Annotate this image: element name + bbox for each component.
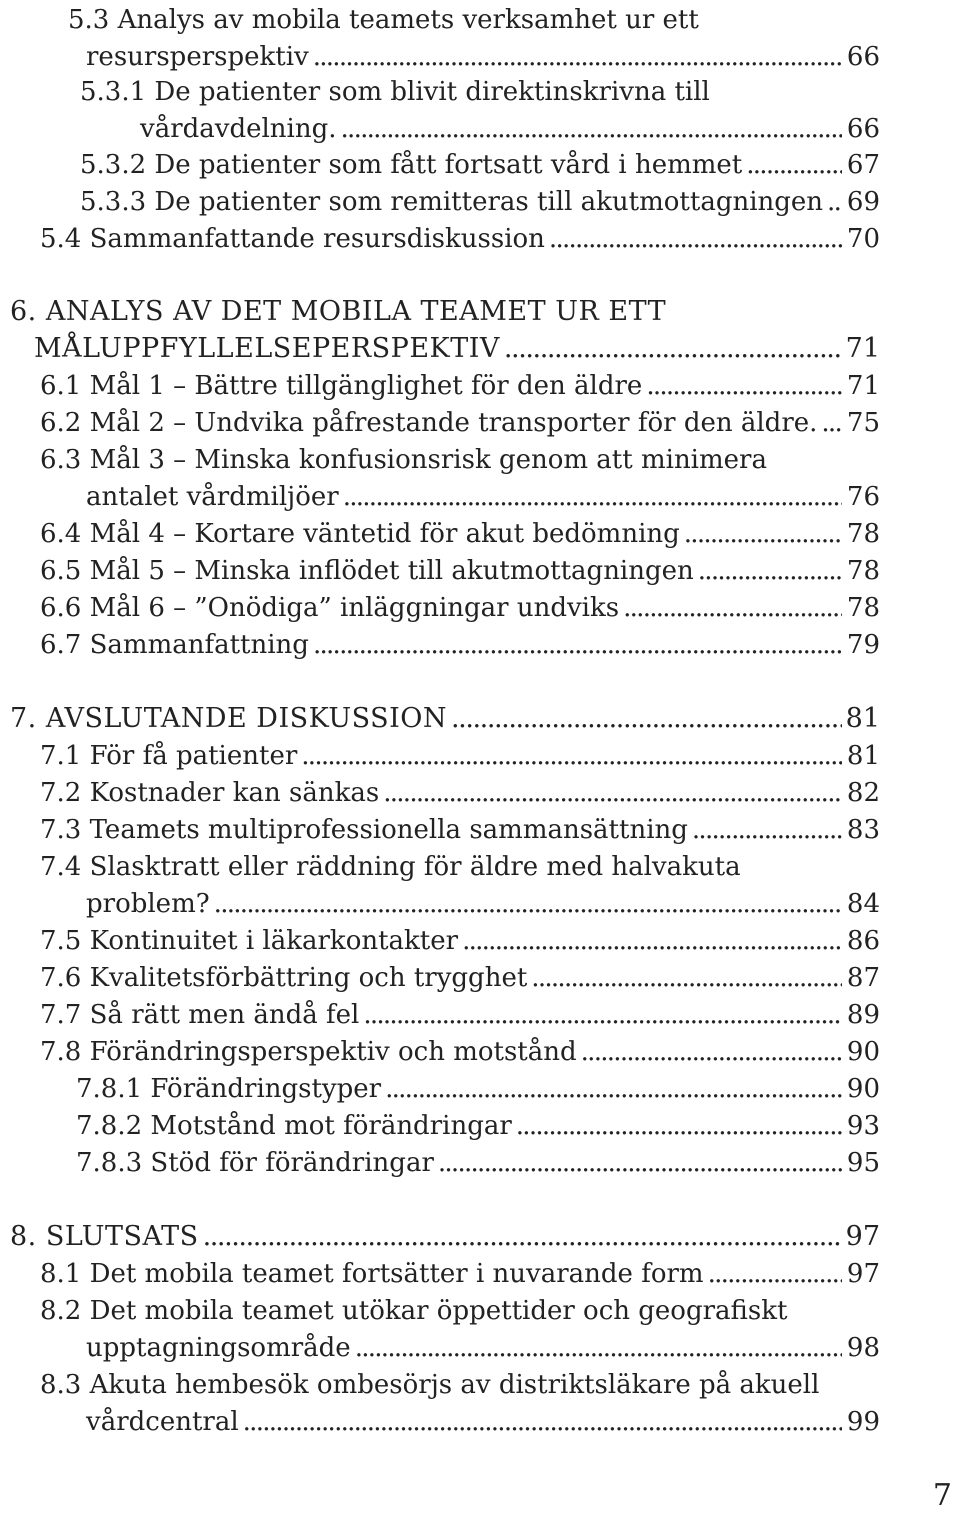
toc-page-number: 79 xyxy=(846,630,880,660)
toc-page-number: 87 xyxy=(846,963,880,993)
toc-entry-text: 8.2 Det mobila teamet utökar öppettider och geografiskt xyxy=(40,1296,788,1326)
toc-page-number: 86 xyxy=(846,926,880,956)
dot-leader xyxy=(692,814,842,846)
toc-page-number: 93 xyxy=(846,1111,880,1141)
toc-entry-text: 5.3.1 De patienter som blivit direktinskrivna till xyxy=(80,77,710,107)
toc-entry-text: 7.8.1 Förändringstyper xyxy=(76,1074,382,1104)
toc-entry-text: 5.4 Sammanfattande resursdiskussion xyxy=(40,224,545,254)
dot-leader xyxy=(708,1258,842,1290)
toc-entry-text: 7.4 Slasktratt eller räddning för äldre med halvakuta xyxy=(40,852,741,882)
toc-entry-text: 6.1 Mål 1 – Bättre tillgänglighet för den äldre xyxy=(40,371,643,401)
toc-entry-text: 7.3 Teamets multiprofessionella sammansättning xyxy=(40,815,688,845)
dot-leader xyxy=(301,740,842,772)
toc-entry-text: 7.8 Förändringsperspektiv och motstånd xyxy=(40,1037,577,1067)
toc-entry-text: resursperspektiv xyxy=(86,42,309,72)
toc-entry xyxy=(0,773,960,810)
dot-leader xyxy=(516,1110,842,1142)
toc-page-number: 90 xyxy=(846,1037,880,1067)
toc-entry xyxy=(0,1032,960,1069)
toc-entry xyxy=(0,0,960,74)
toc-page-number: 81 xyxy=(845,703,880,734)
toc-heading-text: 6. ANALYS AV DET MOBILA TEAMET UR ETT xyxy=(10,296,667,327)
toc-entry-text: antalet vårdmiljöer xyxy=(86,482,339,512)
dot-leader xyxy=(214,888,842,920)
toc-entry-text: problem? xyxy=(86,889,210,919)
toc-entry xyxy=(0,699,960,736)
toc-page-number: 69 xyxy=(846,187,880,217)
toc-page-number: 81 xyxy=(846,741,880,771)
toc-entry-text: 7.2 Kostnader kan sänkas xyxy=(40,778,380,808)
dot-leader xyxy=(385,1073,842,1105)
toc-page-number: 78 xyxy=(846,593,880,623)
toc-page-number: 82 xyxy=(846,778,880,808)
dot-leader xyxy=(243,1406,842,1438)
toc-entry xyxy=(0,292,960,366)
toc-heading-text: 7. AVSLUTANDE DISKUSSION xyxy=(10,703,448,734)
toc-page-number: 75 xyxy=(846,408,880,438)
dot-leader xyxy=(549,223,842,255)
toc-entry xyxy=(0,1106,960,1143)
toc-entry-text: 8.1 Det mobila teamet fortsätter i nuvarande form xyxy=(40,1259,704,1289)
dot-leader xyxy=(581,1036,842,1068)
toc-entry-text: upptagningsområde xyxy=(86,1333,351,1363)
dot-leader xyxy=(646,370,842,402)
toc-entry-text: 6.4 Mål 4 – Kortare väntetid för akut bedömning xyxy=(40,519,680,549)
dot-leader xyxy=(313,41,842,73)
toc-entry-text: 6.2 Mål 2 – Undvika påfrestande transporter för den äldre. xyxy=(40,408,818,438)
toc-entry-text: 7.5 Kontinuitet i läkarkontakter xyxy=(40,926,459,956)
toc-page-number: 84 xyxy=(846,889,880,919)
toc-entry xyxy=(0,1254,960,1291)
toc-entry xyxy=(0,182,960,219)
toc-entry-text: 7.1 För få patienter xyxy=(40,741,298,771)
dot-leader xyxy=(623,592,842,624)
toc-entry-text: 7.8.3 Stöd för förändringar xyxy=(76,1148,434,1178)
toc-page-number: 78 xyxy=(846,519,880,549)
dot-leader xyxy=(698,555,842,587)
dot-leader xyxy=(684,518,842,550)
toc-entry xyxy=(0,625,960,662)
toc-page-number: 98 xyxy=(846,1333,880,1363)
toc-entry xyxy=(0,514,960,551)
toc-entry xyxy=(0,72,960,146)
toc-entry xyxy=(0,366,960,403)
dot-leader xyxy=(438,1147,842,1179)
toc-entry-text: 8.3 Akuta hembesök ombesörjs av distriktsläkare på akuell xyxy=(40,1370,820,1400)
toc-entry xyxy=(0,921,960,958)
toc-entry xyxy=(0,588,960,625)
toc-page-number: 71 xyxy=(845,333,880,364)
toc-entry xyxy=(0,1069,960,1106)
toc-entry-text: 5.3.3 De patienter som remitteras till akutmottagningen xyxy=(80,187,824,217)
toc-entry xyxy=(0,1217,960,1254)
toc-entry-text: 5.3 Analys av mobila teamets verksamhet ur ett xyxy=(68,5,699,35)
toc-entry xyxy=(0,145,960,182)
toc-entry xyxy=(0,440,960,514)
toc-entry xyxy=(0,1143,960,1180)
dot-leader xyxy=(363,999,842,1031)
toc-entry xyxy=(0,219,960,256)
toc-entry-text: 6.5 Mål 5 – Minska inflödet till akutmottagningen xyxy=(40,556,694,586)
toc-page-number: 97 xyxy=(846,1259,880,1289)
dot-leader xyxy=(383,777,842,809)
dot-leader xyxy=(343,481,842,513)
toc-page-number: 78 xyxy=(846,556,880,586)
toc-entry-text: 7.6 Kvalitetsförbättring och trygghet xyxy=(40,963,528,993)
dot-leader xyxy=(313,629,842,661)
toc-entry xyxy=(0,847,960,921)
toc-page-number: 97 xyxy=(845,1221,880,1252)
toc-page-number: 66 xyxy=(846,42,880,72)
dot-leader xyxy=(827,186,842,218)
toc-entry-text: 7.7 Så rätt men ändå fel xyxy=(40,1000,360,1030)
toc-entry-text: vårdcentral xyxy=(86,1407,239,1437)
toc-entry-text: 6.3 Mål 3 – Minska konfusionsrisk genom att minimera xyxy=(40,445,767,475)
toc-page-number: 90 xyxy=(846,1074,880,1104)
toc-page-number: 89 xyxy=(846,1000,880,1030)
toc-entry xyxy=(0,810,960,847)
dot-leader xyxy=(203,1221,842,1253)
dot-leader xyxy=(355,1332,842,1364)
toc-heading-text: MÅLUPPFYLLELSEPERSPEKTIV xyxy=(34,333,500,364)
toc-heading-text: 8. SLUTSATS xyxy=(10,1221,199,1252)
toc-page-number: 71 xyxy=(846,371,880,401)
toc-entry xyxy=(0,736,960,773)
toc-entry-text: 6.6 Mål 6 – ”Onödiga” inläggningar undviks xyxy=(40,593,620,623)
dot-leader xyxy=(504,333,842,365)
toc-entry xyxy=(0,1291,960,1365)
toc-entry xyxy=(0,403,960,440)
toc-entry-text: 5.3.2 De patienter som fått fortsatt vård i hemmet xyxy=(80,150,743,180)
toc-page-number: 70 xyxy=(846,224,880,254)
toc-entry xyxy=(0,1365,960,1439)
toc-entry xyxy=(0,551,960,588)
dot-leader xyxy=(821,407,842,439)
toc-page-number: 95 xyxy=(846,1148,880,1178)
dot-leader xyxy=(531,962,842,994)
page-number: 7 xyxy=(932,1478,952,1513)
toc-entry-text: vårdavdelning. xyxy=(140,114,337,144)
dot-leader xyxy=(746,149,842,181)
toc-entry xyxy=(0,958,960,995)
toc-page-number: 67 xyxy=(846,150,880,180)
toc-entry-text: 6.7 Sammanfattning xyxy=(40,630,309,660)
dot-leader xyxy=(451,703,842,735)
toc-entry-text: 7.8.2 Motstånd mot förändringar xyxy=(76,1111,512,1141)
toc-page-number: 99 xyxy=(846,1407,880,1437)
toc-page-number: 83 xyxy=(846,815,880,845)
toc-page-number: 76 xyxy=(846,482,880,512)
toc-page-number: 66 xyxy=(846,114,880,144)
toc-entry xyxy=(0,995,960,1032)
dot-leader xyxy=(341,113,842,145)
dot-leader xyxy=(462,925,842,957)
